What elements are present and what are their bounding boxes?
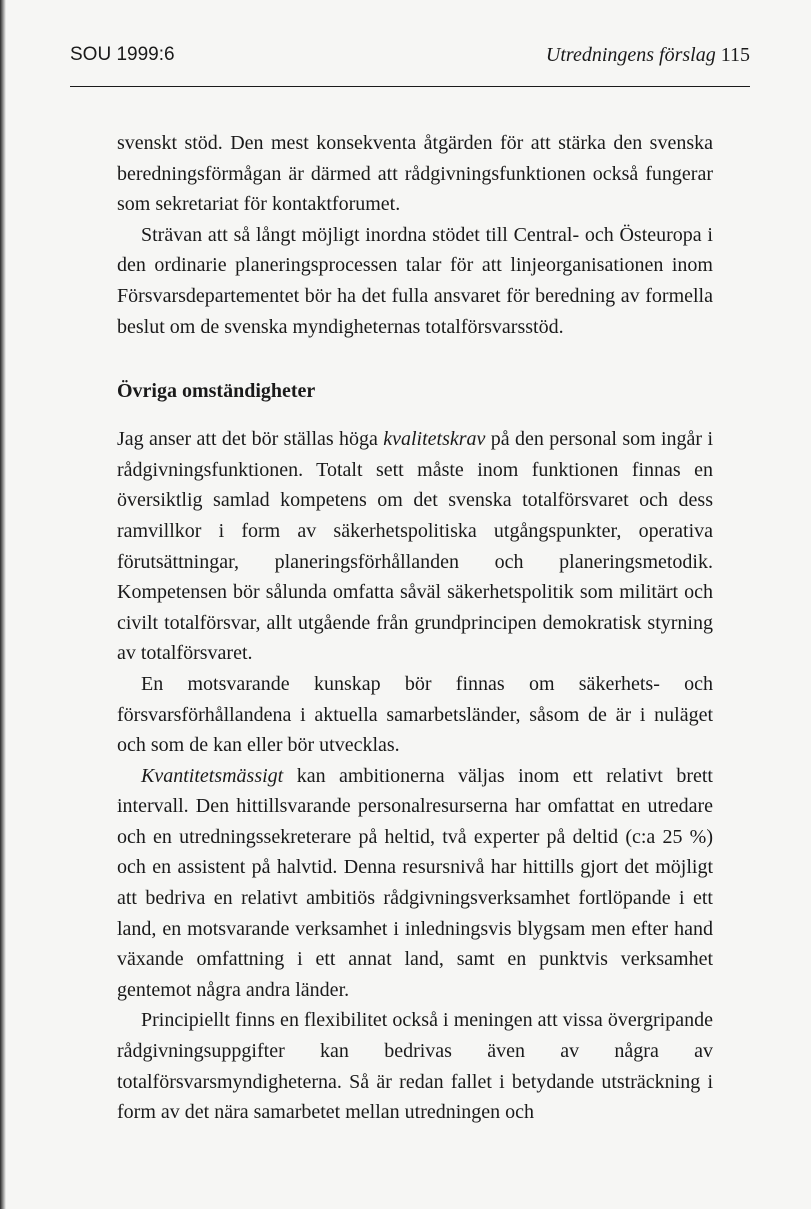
paragraph-text: på den personal som ingår i rådgivningsfunktionen. Totalt sett måste inom funktionen finnas en översiktlig samlad kompetens om det svenska totalförsvaret och dess ramvillkor i form av säkerhetspolitiska utgångspunkter, operativa förutsättningar, planeringsförhållanden och planeringsmetodik. Kompetensen bör sålunda omfatta såväl säkerhetspolitik som militärt och civilt totalförsvar, allt utgående från grundprincipen demokratisk styrning av totalförsvaret.	[117, 428, 713, 665]
emphasis: Kvantitetsmässigt	[141, 764, 284, 787]
scan-edge-shadow	[0, 0, 6, 1209]
section-heading: Övriga omständigheter	[117, 380, 316, 403]
section-and-page	[546, 44, 750, 67]
report-series: SOU 1999:6	[70, 44, 175, 65]
section-title: Utredningens förslag	[545, 44, 716, 66]
paragraph-text: Jag anser att det bör ställas höga	[117, 428, 384, 451]
paragraph-text: kan ambitionerna väljas inom ett relativt brett intervall. Den hittillsvarande personalresurserna har omfattat en utredare och en utredningssekreterare på heltid, två experter på deltid (c:a 25 %) och en assistent på halvtid. Denna resursnivå har hittills gjort det möjligt att bedriva en relativt ambitiös rådgivningsverksamhet fortlöpande i ett land, en motsvarande verksamhet i inledningsvis blygsam men efter hand växande omfattning i ett annat land, samt en punktvis verksamhet gentemot några andra länder.	[117, 764, 713, 1001]
page-number: 115	[720, 44, 750, 66]
paragraph: svenskt stöd. Den mest konsekventa åtgärden för att stärka den svenska beredningsförmågan är därmed att rådgivningsfunktionen också fungerar som sekretariat för kontaktforumet.	[117, 132, 713, 216]
body-text	[117, 128, 713, 1128]
paragraph	[117, 424, 713, 669]
emphasis: kvalitetskrav	[383, 428, 486, 451]
paragraph: Principiellt finns en flexibilitet också i meningen att vissa övergripande rådgivningsuppgifter kan bedrivas även av några av totalförsvarsmyndigheterna. Så är redan fallet i betydande utsträckning i form av det nära samarbetet mellan utredningen och	[117, 1009, 713, 1124]
paragraph: Strävan att så långt möjligt inordna stödet till Central- och Östeuropa i den ordinarie planeringsprocessen talar för att linjeorganisationen inom Försvarsdepartementet bör ha det fulla ansvaret för beredning av formella beslut om de svenska myndigheternas totalförsvarsstöd.	[117, 223, 713, 338]
paragraph: En motsvarande kunskap bör finnas om säkerhets- och försvarsförhållandena i aktuella samarbetsländer, såsom de är i nuläget och som de kan eller bör utvecklas.	[117, 672, 713, 757]
header-rule	[70, 86, 750, 87]
running-head	[70, 44, 750, 74]
paragraph	[117, 761, 713, 1006]
